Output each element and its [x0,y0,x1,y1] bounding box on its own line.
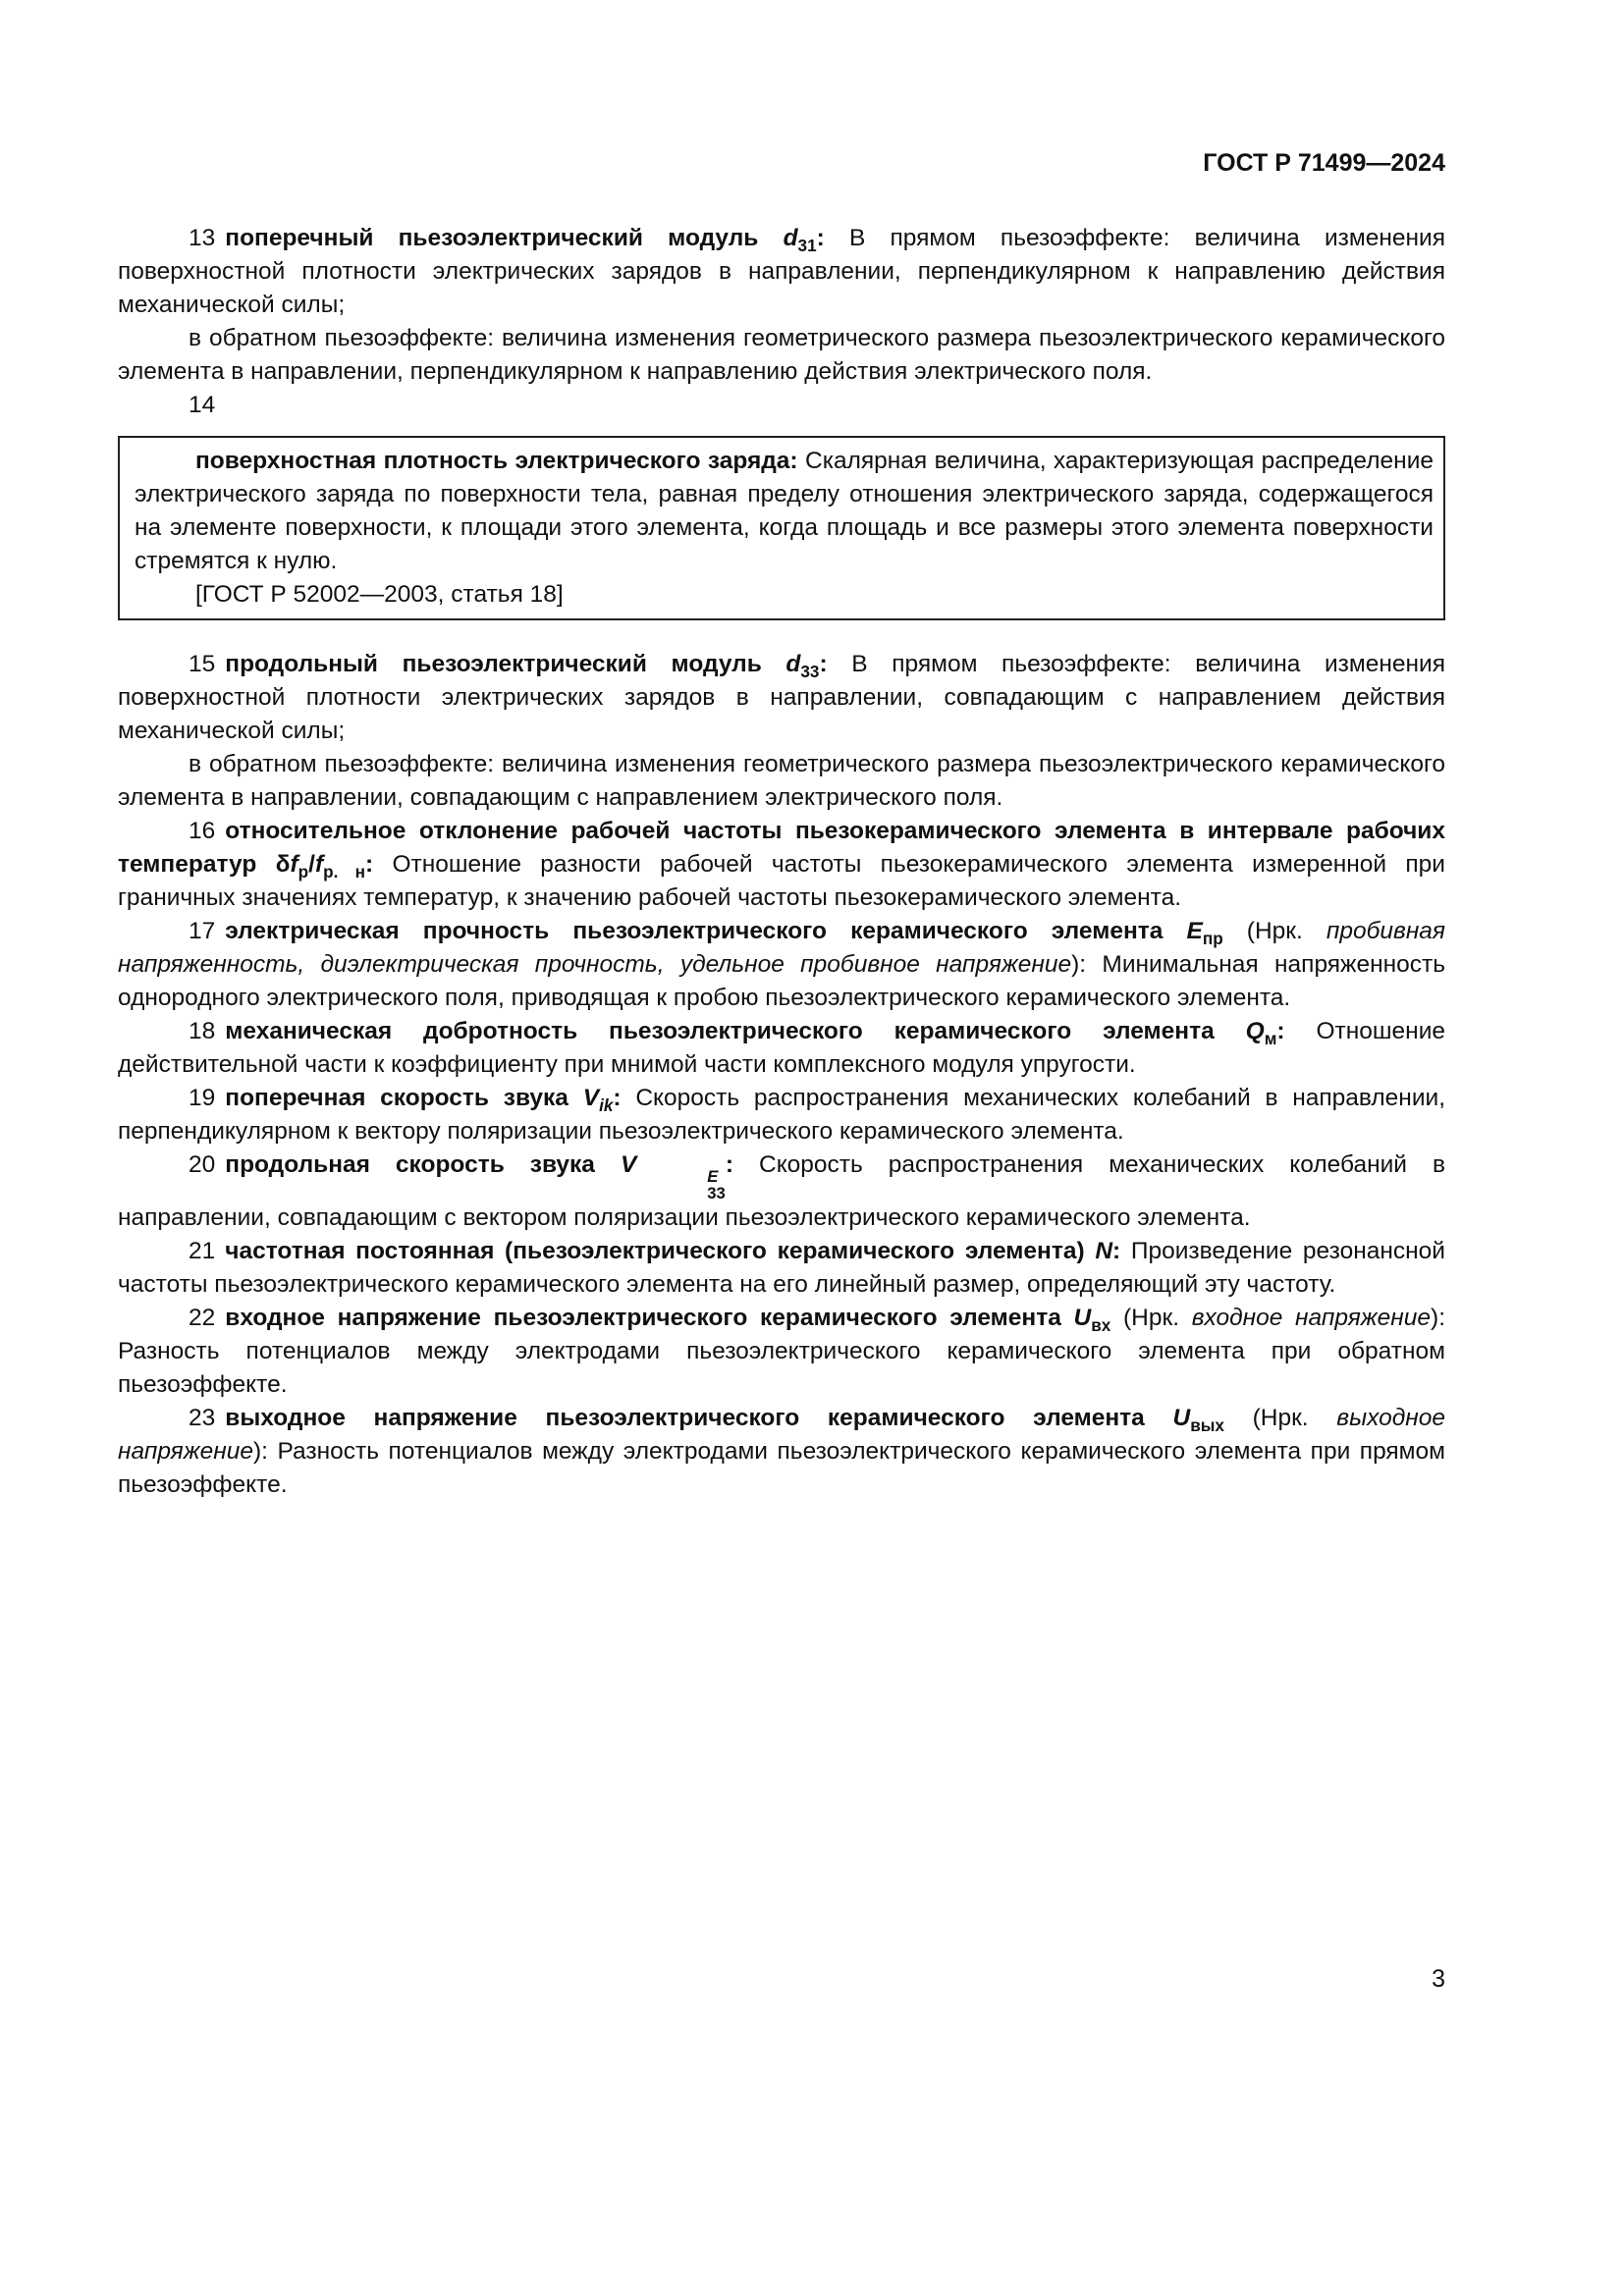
term-definition: В прямом пьезоэффекте: величина изменения поверхностной плотности электрических зарядов в направлении, совпадающим с направлением действия механической силы; [118,651,1445,744]
term-definition: Отношение действительной части к коэффициенту при мнимой части комплексного модуля упругости. [118,1018,1446,1078]
term-name: входное напряжение пьезоэлектрического керамического элемента [225,1305,1061,1332]
term-definition: Минимальная напряженность однородного электрического поля, приводящая к пробою пьезоэлектрического керамического элемента. [118,951,1445,1011]
term-symbol-subscript: 31 [797,236,817,255]
term-definition: Произведение резонансной частоты пьезоэлектрического керамического элемента на его линейный размер, определяющий эту частоту. [118,1238,1445,1299]
entry-number: 13 [189,225,216,251]
deprecated-term-prefix: (Нрк. [1222,918,1326,944]
deprecated-term-prefix: (Нрк. [1110,1305,1192,1332]
term-colon: : [819,651,828,677]
document-body [118,222,1445,1502]
term-definition-continued: в обратном пьезоэффекте: величина изменения геометрического размера пьезоэлектрического керамического элемента в направлении, совпадающим с направлением электрического поля. [118,751,1445,811]
entry-number: 18 [189,1018,216,1044]
term-symbol-subscript: р. н [323,862,365,881]
term-symbol-slash: / [308,851,315,878]
term-name: поперечный пьезоэлектрический модуль [225,225,759,251]
term-symbol: f [290,851,298,878]
entry-number: 16 [189,818,216,844]
term-symbol: f [314,851,324,878]
term-entry-20 [118,1148,1445,1235]
term-source-reference: [ГОСТ Р 52002—2003, статья 18] [195,581,564,608]
term-definition: Скорость распространения механических колебаний в направлении, совпадающим с вектором поляризации пьезоэлектрического керамического элемента. [118,1151,1445,1232]
term-symbol-subscript: пр [1202,929,1223,948]
entry-number: 17 [189,918,216,944]
term-symbol: E [1186,918,1203,944]
term-definition-continued: в обратном пьезоэффекте: величина изменения геометрического размера пьезоэлектрического керамического элемента в направлении, перпендикулярном к направлению действия электрического поля. [118,325,1445,385]
term-name: относительное отклонение рабочей частоты пьезокерамического элемента в интервале рабочих температур [118,818,1445,878]
term-definition: Отношение разности рабочей частоты пьезокерамического элемента измеренной при граничных значениях температур, к значению рабочей частоты пьезокерамического элемента. [118,851,1445,911]
term-symbol-subscript: вх [1091,1315,1111,1336]
term-name: поверхностная плотность электрического заряда: [195,448,798,474]
term-definition: В прямом пьезоэффекте: величина изменения поверхностной плотности электрических зарядов в направлении, перпендикулярном к направлению действия механической силы; [118,225,1445,318]
term-colon: : [725,1151,733,1178]
term-definition: Скалярная величина, характеризующая распределение электрического заряда по поверхности тела, равная пределу отношения электрического заряда, содержащегося на элементе поверхности, к площади этого элемента, когда площадь и все размеры этого элемента поверхности стремятся к нулю. [135,448,1435,574]
term-colon: : [1112,1238,1121,1265]
entry-number: 23 [189,1405,216,1432]
entry-number: 15 [189,651,216,677]
term-symbol: V [620,1151,637,1178]
deprecated-term-suffix: ): [252,1438,268,1466]
term-entry-17 [118,915,1445,1015]
term-symbol: N [1095,1238,1113,1265]
quoted-term-box [118,436,1445,620]
entry-number: 20 [189,1151,216,1178]
term-entry-18 [118,1015,1445,1082]
document-code-header: ГОСТ Р 71499—2024 [1203,149,1445,177]
term-entry-13 [118,222,1445,322]
term-colon: : [1276,1018,1285,1044]
term-symbol-delta: δ [275,851,291,878]
term-symbol: U [1073,1305,1092,1332]
deprecated-term-prefix: (Нрк. [1223,1405,1337,1432]
term-colon: : [816,225,825,251]
term-symbol: d [783,225,798,251]
term-symbol: Q [1245,1018,1265,1044]
term-name: электрическая прочность пьезоэлектрического керамического элемента [225,918,1164,944]
term-symbol: U [1172,1405,1191,1432]
deprecated-term: входное напряжение [1191,1305,1432,1332]
term-symbol-subscript: ik [599,1095,614,1115]
term-definition: Разность потенциалов между электродами пьезоэлектрического керамического элемента при прямом пьезоэффекте. [118,1438,1445,1499]
deprecated-term-suffix: ): [1431,1305,1445,1332]
term-entry-16 [118,815,1445,915]
term-symbol-superscript: E [707,1167,719,1186]
entry-number: 21 [189,1238,216,1265]
term-symbol: d [785,651,801,677]
term-entry-14-number: 14 [189,392,216,418]
term-entry-23 [118,1402,1445,1502]
deprecated-term-suffix: ): [1071,951,1087,978]
term-symbol-subscript: 33 [800,662,820,681]
entry-number: 19 [189,1085,216,1111]
term-entry-21 [118,1235,1445,1302]
term-name: механическая добротность пьезоэлектрического керамического элемента [225,1018,1215,1044]
term-name: частотная постоянная (пьезоэлектрического керамического элемента) [225,1238,1085,1265]
term-name: продольная скорость звука [225,1151,595,1178]
term-entry-15 [118,648,1445,748]
term-colon: : [364,851,374,878]
term-name: поперечная скорость звука [225,1085,568,1111]
term-entry-19 [118,1082,1445,1148]
deprecated-term: выходное напряжение [118,1405,1445,1466]
term-definition: Разность потенциалов между электродами пьезоэлектрического керамического элемента при обратном пьезоэффекте. [118,1338,1445,1399]
term-symbol-subscript: 33 [707,1183,726,1202]
term-symbol-subscript: вых [1190,1415,1224,1436]
term-symbol-subscript: м [1264,1029,1277,1048]
term-name: продольный пьезоэлектрический модуль [225,651,762,677]
term-definition: Скорость распространения механических колебаний в направлении, перпендикулярном к вектору поляризации пьезоэлектрического керамического элемента. [118,1085,1446,1145]
term-entry-22 [118,1302,1445,1402]
deprecated-term: пробивная напряженность, диэлектрическая прочность, удельное пробивное напряжение [118,918,1446,978]
term-symbol-subscript: р [298,862,309,881]
term-name: выходное напряжение пьезоэлектрического керамического элемента [225,1405,1145,1432]
entry-number: 22 [189,1305,216,1332]
term-symbol: V [582,1085,600,1111]
term-colon: : [613,1085,622,1111]
page-number: 3 [1432,1965,1445,1993]
term-entry-14 [135,445,1434,578]
